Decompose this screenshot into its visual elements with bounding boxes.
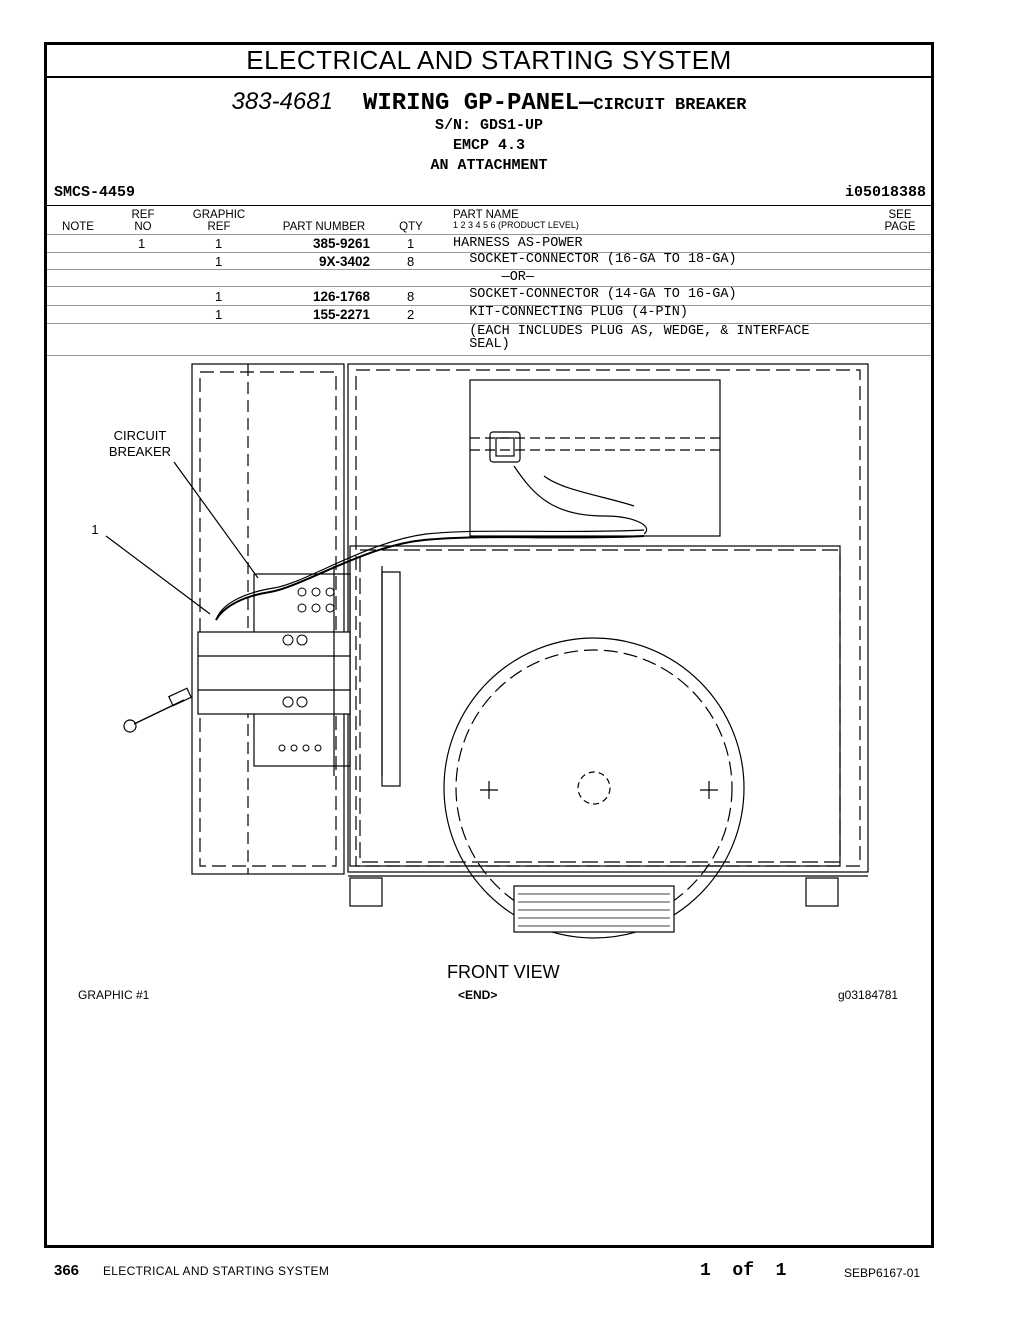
graphic-id: g03184781 (838, 988, 899, 1002)
end-tag: <END> (458, 988, 498, 1002)
main-cabinet-outline (348, 364, 868, 872)
view-label: FRONT VIEW (447, 962, 560, 982)
title-sub: CIRCUIT BREAKER (593, 96, 747, 115)
row-part-number: 155-2271 (312, 307, 370, 322)
footer-page-of: 1 of 1 (700, 1261, 787, 1281)
attachment-line: AN ATTACHMENT (430, 157, 548, 174)
row-ref-no: 1 (138, 236, 146, 251)
control-box-outline (470, 380, 720, 536)
callout-1-label: 1 (91, 522, 99, 537)
row-graphic-ref: 1 (215, 307, 223, 322)
part-title (44, 88, 934, 117)
col-see-page-line2: PAGE (884, 221, 916, 233)
serial-number: S/N: GDS1-UP (434, 117, 544, 134)
footer-page-number: 366 (54, 1262, 80, 1279)
row-part-number: 385-9261 (312, 236, 370, 251)
row-qty: 8 (407, 289, 415, 304)
table-top-rule (47, 205, 931, 206)
col-ref-no-line2: NO (134, 221, 152, 233)
col-graphic-ref-line2: REF (207, 221, 231, 233)
row-graphic-ref: 1 (215, 236, 223, 251)
row-part-name: HARNESS AS-POWER (453, 236, 583, 251)
title-part-number: 383-4681 (231, 88, 333, 115)
col-part-name: PART NAME (453, 209, 519, 221)
row-part-number: 9X-3402 (318, 254, 370, 269)
footer-doc-id: SEBP6167-01 (844, 1266, 921, 1280)
footer-section: ELECTRICAL AND STARTING SYSTEM (103, 1264, 330, 1278)
col-see-page-line1: SEE (888, 209, 912, 221)
col-note: NOTE (62, 221, 94, 233)
row-graphic-ref: 1 (215, 289, 223, 304)
col-see-page (878, 209, 922, 233)
col-ref-no (126, 209, 160, 233)
row-part-name: (EACH INCLUDES PLUG AS, WEDGE, & INTERFACE SEAL) (469, 324, 810, 352)
col-part-number: PART NUMBER (282, 221, 366, 233)
col-ref-no-line1: REF (131, 209, 155, 221)
row-part-name: KIT-CONNECTING PLUG (4-PIN) (453, 305, 688, 320)
section-title: ELECTRICAL AND STARTING SYSTEM (44, 42, 934, 78)
col-product-levels: 1 2 3 4 5 6 (PRODUCT LEVEL) (453, 220, 579, 230)
col-graphic-ref-line1: GRAPHIC (192, 209, 246, 221)
row-qty: 8 (407, 254, 415, 269)
callout-1-leader-line (106, 536, 210, 614)
row-part-name: SOCKET-CONNECTOR (14-GA TO 16-GA) (453, 287, 737, 302)
row-graphic-ref: 1 (215, 254, 223, 269)
title-main: WIRING GP-PANEL (362, 90, 580, 117)
header-rule (47, 234, 931, 235)
document-ident: i05018388 (844, 184, 926, 201)
breaker-leader-line (174, 462, 258, 578)
row-part-name: SOCKET-CONNECTOR (16-GA TO 18-GA) (453, 252, 737, 267)
row-part-name: —OR— (453, 270, 535, 285)
row-qty: 2 (407, 307, 415, 322)
smcs-code: SMCS-4459 (54, 184, 136, 201)
circuit-breaker-callout (100, 428, 180, 460)
col-graphic-ref (188, 209, 250, 233)
model-line: EMCP 4.3 (452, 137, 525, 154)
left-cabinet-outline (192, 364, 344, 874)
callout-breaker-line1: CIRCUIT (113, 428, 167, 443)
row-part-number: 126-1768 (312, 289, 370, 304)
col-qty: QTY (399, 221, 423, 233)
title-dash: — (579, 90, 594, 117)
row-qty: 1 (407, 236, 415, 251)
graphic-number: GRAPHIC #1 (78, 988, 150, 1002)
callout-breaker-line2: BREAKER (108, 444, 172, 459)
